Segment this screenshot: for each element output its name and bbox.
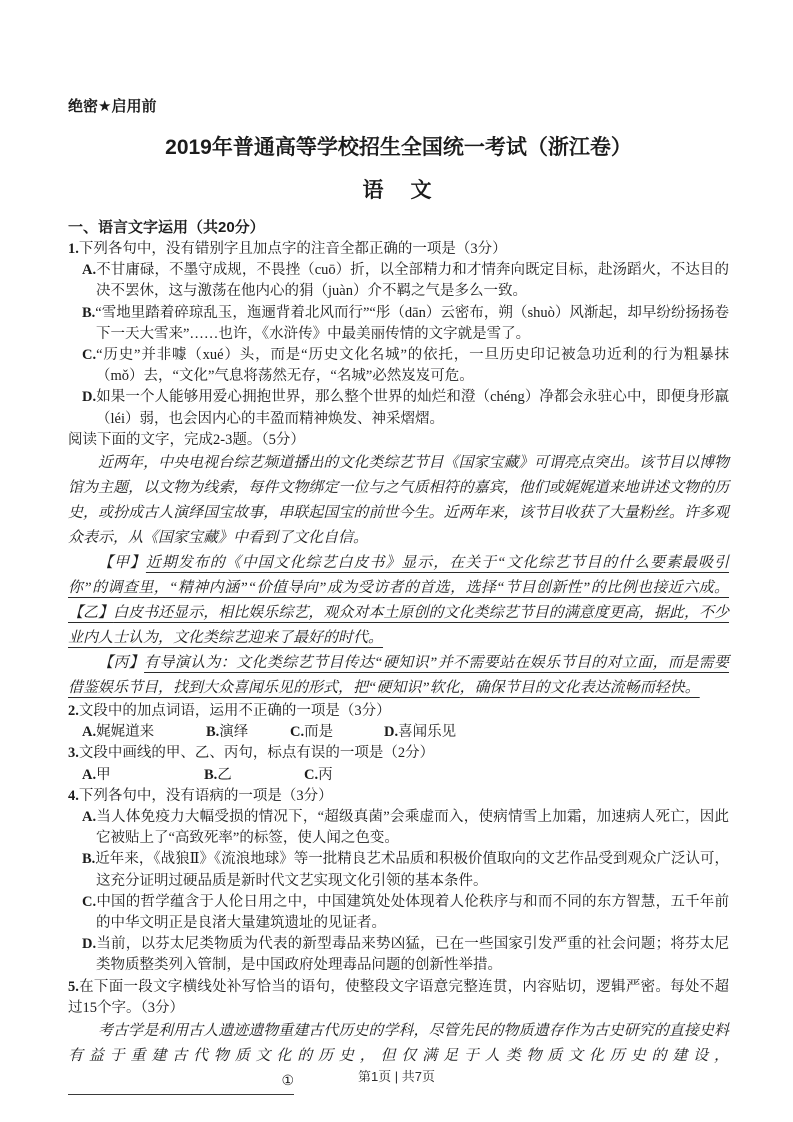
question1-stem <box>68 239 729 260</box>
option-text: 娓娓道来 <box>96 724 155 741</box>
question4-stem <box>68 786 729 807</box>
question2-option-d <box>384 722 456 743</box>
question2-option-c <box>290 722 384 743</box>
option-label: D. <box>82 936 97 953</box>
option-text: 而是 <box>304 724 334 741</box>
option-label: C. <box>82 347 97 364</box>
question2-text: 文段中的加点词语，运用不正确的一项是（3分） <box>78 703 391 720</box>
option-label: B. <box>204 766 218 783</box>
circled-number-1: ① <box>281 1074 294 1090</box>
classification-label: 绝密★启用前 <box>68 98 157 115</box>
question3-option-c <box>304 765 333 786</box>
option-label: A. <box>82 724 97 741</box>
question2-stem <box>68 701 729 722</box>
question3-text: 文段中画线的甲、乙、丙句，标点有误的一项是（2分） <box>78 745 435 762</box>
page-footer: 第1页 | 共7页 <box>357 1069 436 1084</box>
option-text: 当人体免疫力大幅受损的情况下，“超级真菌”会乘虚而入，使病情雪上加霜，加速病人死亡，因此它被贴上了“高致死率”的标签，使人闻之色变。 <box>96 809 729 847</box>
question4-text: 下列各句中，没有语病的一项是（3分） <box>78 787 333 804</box>
underlined-sentence-bing: 有导演认为：文化类综艺节目传达“硬知识”并不需要站在娱乐节目的对立面，而是需要借鉴娱乐节目，找到大众喜闻乐见的形式，把“硬知识”软化，确保节目的文化表达流畅而轻快。 <box>68 655 729 697</box>
option-text: “雪地里踏着碎琼乱玉，迤逦背着北风而行”“彤（dān）云密布，朔（shuò）风渐起，却早纷纷扬扬卷下一天大雪来”……也许，《水浒传》中最美丽传情的文字就是雪了。 <box>95 304 729 342</box>
question4-option-d <box>68 934 729 976</box>
question5-number: 5. <box>68 978 79 995</box>
section1-heading: 一、语言文字运用（共20分） <box>68 219 265 236</box>
option-text: 近年来，《战狼Ⅱ》《流浪地球》等一批精良艺术品质和积极价值取向的文艺作品受到观众广泛认可，这充分证明过硬品质是新时代文艺实现文化引领的基本条件。 <box>95 851 729 889</box>
option-label: A. <box>82 262 97 279</box>
option-text: 演绎 <box>219 724 249 741</box>
marker-bing: 【丙】 <box>98 655 145 672</box>
question3-option-a <box>82 765 204 786</box>
option-text: 如果一个人能够用爱心拥抱世界，那么整个世界的灿烂和澄（chéng）净都会永驻心中，即便身形羸（léi）弱，也会因内心的丰盈而精神焕发、神采熠熠。 <box>96 389 729 427</box>
question5-text: 在下面一段文字横线处补写恰当的语句，使整段文字语意完整连贯，内容贴切，逻辑严密。每处不超过15个字。（3分） <box>68 978 729 1016</box>
option-label: A. <box>82 766 97 783</box>
option-text: 当前，以芬太尼类物质为代表的新型毒品来势凶猛，已在一些国家引发严重的社会问题；将芬太尼类物质整类列入管制，是中国政府处理毒品问题的创新性举措。 <box>96 936 729 974</box>
marker-yi: 【乙】 <box>68 605 114 622</box>
option-text: “历史”并非噱（xué）头，而是“历史文化名城”的依托，一旦历史印记被急功近利的行为粗暴抹（mǒ）去，“文化”气息将荡然无存，“名城”必然岌岌可危。 <box>96 347 729 385</box>
question1-option-b <box>68 303 729 345</box>
marker-jia: 【甲】 <box>98 555 146 572</box>
underlined-sentence-yi: 白皮书还显示，相比娱乐综艺，观众对本土原创的文化类综艺节目的满意度更高，据此，不少业内人士认为，文化类综艺迎来了最好的时代。 <box>68 605 729 647</box>
question2-number: 2. <box>68 703 79 720</box>
option-text: 喜闻乐见 <box>398 724 457 741</box>
option-label: D. <box>82 389 97 406</box>
question1-text: 下列各句中，没有错别字且加点字的注音全都正确的一项是（3分） <box>78 241 507 257</box>
option-label: C. <box>82 893 97 910</box>
option-text: 甲 <box>96 766 111 783</box>
underlined-sentence-jia: 近期发布的《中国文化综艺白皮书》显示，在关于“文化综艺节目的什么要素最吸引你”的调查里，“精神内涵”“价值导向”成为受访者的首选，选择“节目创新性”的比例也接近六成。 <box>68 555 729 597</box>
question3-number: 3. <box>68 745 79 762</box>
question2-option-b <box>206 722 290 743</box>
question1-option-d <box>68 387 729 429</box>
option-text: 乙 <box>217 766 232 783</box>
question1-option-a <box>68 260 729 302</box>
option-label: A. <box>82 809 97 826</box>
option-label: C. <box>304 766 319 783</box>
question1-option-c <box>68 345 729 387</box>
option-label: C. <box>290 724 305 741</box>
question4-option-c <box>68 892 729 934</box>
question3-options <box>68 765 729 786</box>
question4-option-b <box>68 849 729 891</box>
question5-stem <box>68 977 729 1019</box>
reading-paragraph-3 <box>68 651 729 701</box>
question4-option-a <box>68 807 729 849</box>
option-text: 中国的哲学蕴含于人伦日用之中，中国建筑处处体现着人伦秩序与和而不同的东方智慧，五千年前的中华文明正是良渚大量建筑遗址的见证者。 <box>96 893 729 932</box>
reading-intro: 阅读下面的文字，完成2-3题。（5分） <box>68 431 305 448</box>
question4-number: 4. <box>68 787 79 804</box>
option-label: B. <box>206 724 220 741</box>
option-text: 丙 <box>318 766 333 783</box>
reading-paragraph-1: 近两年，中央电视台综艺频道播出的文化类综艺节目《国家宝藏》可谓亮点突出。该节目以博物馆为主题，以文物为线索，每件文物绑定一位与之气质相符的嘉宾，他们或娓娓道来地讲述文物的历史，或扮成古人演绎国宝故事，串联起国宝的前世今生。近两年来，该节目收获了大量粉丝。许多观众表示，从《国家宝藏》中看到了文化自信。 <box>68 455 729 547</box>
passage-text: 考古学是利用古人遗迹遗物重建古代历史的学科，尽管先民的物质遗存作为古史研究的直接史料有益于重建古代物质文化的历史，但仅满足于人类物质文化历史的建设， <box>68 1023 729 1065</box>
reading-paragraph-2 <box>68 551 729 651</box>
exam-title: 2019年普通高等学校招生全国统一考试（浙江卷） <box>165 136 632 159</box>
question1-number: 1. <box>68 241 79 257</box>
option-label: B. <box>82 851 96 868</box>
exam-subject: 语 文 <box>362 179 435 202</box>
option-text: 不甘庸碌，不墨守成规，不畏挫（cuō）折，以全部精力和才情奔向既定目标，赴汤蹈火，不达目的决不罢休，这与激荡在他内心的狷（juàn）介不羁之气是多么一致。 <box>96 262 729 300</box>
question3-stem <box>68 743 729 764</box>
option-label: D. <box>384 724 399 741</box>
question2-option-a <box>82 722 206 743</box>
question2-options <box>68 722 729 743</box>
option-label: B. <box>82 304 96 321</box>
question3-option-b <box>204 765 304 786</box>
